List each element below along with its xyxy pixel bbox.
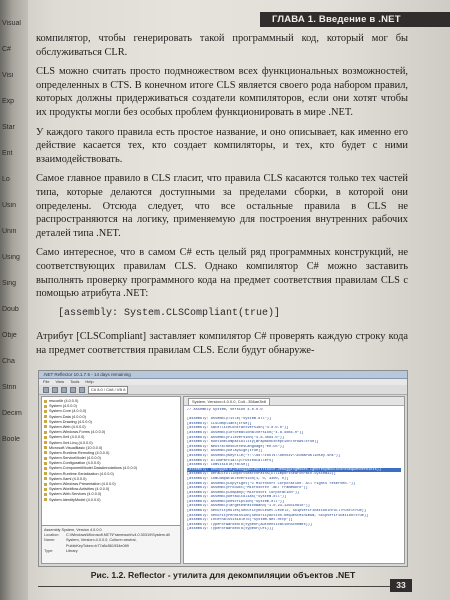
info-value: C:\Windows\Microsoft.NET\Framework\v4.0.30319\System.dll: [66, 533, 170, 538]
code-line: [assembly: AssemblyInformationalVersion("4.8.4084.0")]: [187, 430, 304, 435]
chapter-header: ГЛАВА 1. Введение в .NET: [260, 12, 450, 27]
edge-index-word: Obje: [2, 332, 17, 339]
tree-item-label: System.IdentityModel (4.0.0.0): [49, 497, 101, 502]
paragraph: У каждого такого правила есть простое название, и оно описывает, как именно его действие касается тех, кто создает компиляторы, и тех, кто будет с ними взаимодействовать.: [36, 126, 408, 165]
tab-system-assembly[interactable]: System, Version=4.0.0.0, Cult...356ae3b8: [188, 398, 270, 405]
edge-index-word: Usin: [2, 202, 17, 209]
code-line: [assembly: NeutralResourcesLanguage("en-US")]: [187, 444, 285, 449]
edge-index-word: Using: [2, 254, 20, 261]
assembly-icon: [44, 410, 47, 413]
code-line: [assembly: TypeForwardedTo(typeof(AuthenticationSchemes))]: [187, 522, 313, 527]
info-key: Location:: [44, 533, 60, 538]
body-text: [36, 32, 408, 363]
edge-index-word: Strin: [2, 384, 17, 391]
info-value: System, Version=4.0.0.0, Culture=neutral,: [66, 538, 137, 543]
code-line: [assembly: ComCompatibleVersion(1, 0, 3300, 0)]: [187, 476, 289, 481]
edge-index-word: Boole: [2, 436, 20, 443]
code-view: [184, 406, 404, 534]
menu-item-help[interactable]: Help: [85, 379, 94, 384]
code-line: [assembly: ComVisible(false)]: [187, 463, 250, 468]
tree-item-label: mscorlib (4.0.0.0): [49, 399, 79, 403]
assembly-icon: [44, 425, 47, 428]
tree-item-label: System.ServiceModel (4.0.0.0): [49, 456, 101, 461]
assembly-icon: [44, 400, 47, 403]
edge-index-word: Lo: [2, 176, 10, 183]
tree-item-label: System.Runtime.Remoting (4.0.0.0): [49, 450, 110, 455]
assembly-icon: [44, 420, 47, 423]
code-line: [assembly: Debuggable(DebuggableAttribute.DebuggingModes.IgnoreSymbolStoreSequencePoints)]: [187, 468, 401, 473]
code-line: [assembly: AssemblyProduct("Microsoft® .NET Framework")]: [187, 486, 308, 491]
edge-index-word: Decim: [2, 410, 22, 417]
assembly-icon: [44, 462, 47, 465]
footer-rule: [38, 586, 390, 587]
code-line: [assembly: AssemblyCopyright("© Microsoft Corporation. All rights reserved.")]: [187, 481, 356, 486]
reflector-screenshot: [38, 370, 408, 567]
tree-item-label: System.Xml.Linq (4.0.0.0): [49, 440, 93, 445]
assembly-browser: [41, 396, 181, 564]
code-line: [assembly: AssemblyDelaySign(true)]: [187, 449, 263, 454]
assembly-icon: [44, 467, 47, 470]
assembly-icon: [44, 472, 47, 475]
paragraph: Атрибут [CLSCompliant] заставляет компилятор C# проверять каждую строку кода на предмет соответствия правилам CLS. Если будут обнаруже-: [36, 331, 408, 356]
assembly-icon: [44, 483, 47, 486]
tree-item-label: System.Runtime.Serialization (4.0.0.0): [49, 471, 114, 476]
info-row: [44, 549, 178, 554]
refresh-button[interactable]: [70, 387, 76, 393]
info-title-text: Assembly System, Version 4.0.0.0: [44, 528, 102, 532]
code-line: [assembly: InternalsVisibleTo("System.Net.Http")]: [187, 518, 293, 523]
back-button[interactable]: [43, 387, 49, 393]
assembly-icon: [44, 431, 47, 434]
code-line: [assembly: AssemblyDescription("System.dll")]: [187, 499, 285, 504]
edge-index-word: Exp: [2, 98, 15, 105]
edge-index-word: Sing: [2, 280, 17, 287]
info-key: Type:: [44, 548, 54, 553]
code-line: [assembly: AssemblyKeyFile("f:\\dd\\tools\\devdiv\\EcmaPublicKey.snk")]: [187, 453, 341, 458]
info-value: PublicKeyToken=b77a5c561934e089: [66, 543, 129, 548]
open-button[interactable]: [61, 387, 67, 393]
code-line: [assembly: SatelliteContractVersion("4.0.0.0")]: [187, 426, 289, 431]
tree-item-label: System.Xaml (4.0.0.0): [49, 476, 87, 481]
code-line: [assembly: TypeForwardedTo(typeof(Uri))]: [187, 527, 274, 532]
tree-item-label: System.ComponentModel.DataAnnotations (4.0.0.0): [49, 466, 138, 471]
search-button[interactable]: [79, 387, 85, 393]
assembly-icon: [44, 488, 47, 491]
toolbar: [39, 385, 407, 395]
code-line: [assembly: SecurityPermission(SecurityAction.RequestMinimum, SkipVerification=true)]: [187, 513, 369, 518]
tree-item-label: System.Data (4.0.0.0): [49, 414, 86, 419]
tree-item-label: System.Xml (4.0.0.0): [49, 435, 85, 440]
figure-caption: Рис. 1.2. Reflector - утилита для декомпиляции объектов .NET: [90, 570, 356, 580]
paragraph: компилятор, чтобы генерировать такой программный код, который мог бы обслуживаться CLR.: [36, 33, 408, 58]
paragraph: CLS можно считать просто подмножеством всех функциональных возможностей, определенных в CTS. В конечном итоге CLS является своего рода набором правил, которых должны придерживаться создатели компиляторов, если они хотят чтобы их продукты могли без особых проблем функционировать в мире .NET.: [36, 66, 408, 118]
tree-item-label: System.Windows.Forms (4.0.0.0): [49, 430, 106, 435]
assembly-icon: [44, 493, 47, 496]
code-line: [assembly: SecurityRules(SecurityRuleSet.Level2, SkipVerificationInFullTrust=true)]: [187, 509, 366, 514]
menu-item-file[interactable]: File: [43, 379, 50, 384]
tree-item-label: System.Workflow.Activities (4.0.0.0): [49, 487, 110, 492]
menu-item-tools[interactable]: Tools: [70, 379, 80, 384]
code-line: [assembly: AssemblyTitle("System.dll")]: [187, 417, 272, 422]
tree-item-label: System (4.0.0.0): [49, 404, 77, 409]
tree-item-label: Microsoft.VisualBasic (10.0.0.0): [49, 445, 103, 450]
edge-index-word: Star: [2, 124, 15, 131]
forward-button[interactable]: [52, 387, 58, 393]
tree-item-label: System.Core (4.0.0.0): [49, 409, 87, 414]
code-line: [assembly: RuntimeCompatibility(WrapNonExceptionThrows=true)]: [187, 440, 319, 445]
info-value: Library: [66, 548, 78, 553]
menu-item-view[interactable]: View: [55, 379, 65, 384]
page-number: 33: [390, 579, 412, 592]
paragraph: Самое главное правило в CLS гласит, что правила CLS касаются только тех частей типа, которые делаются доступными за пределами сборки, в которой они определены. Отсюда следует, что все остальные правила в CLS не распространяются на логику, применяемую для построения внутренних рабочих деталей типа .NET.: [36, 173, 408, 239]
edge-index-word: Ent: [2, 150, 13, 157]
tree-item-label: System.Windows.Presentation (4.0.0.0): [49, 482, 116, 486]
edge-index-word: Visi: [2, 72, 14, 79]
tree-item-label: System.Drawing (4.0.0.0): [49, 419, 92, 424]
assembly-icon: [44, 415, 47, 418]
tree-item-label: System.Configuration (4.0.0.0): [49, 461, 101, 466]
code-snippet: [assembly: System.CLSCompliant(true)]: [58, 307, 281, 319]
language-select[interactable]: C# 8.0 / C#8 / VB 8: [88, 386, 128, 394]
code-line: [assembly: AssemblyTargetedPatchBand("1.0.23-126510810")]: [187, 504, 310, 509]
assembly-icon: [44, 477, 47, 480]
window-title: .NET Reflector 10.1.7.5 - 14 days remaining: [39, 371, 407, 379]
paragraph: Само интересное, что в самом C# есть целый ряд программных конструкций, не соответствующих правилам CLS. Однако компилятор C# можно заставить выполнять проверку программного кода на предмет соответствия правилам CLS с помощью атрибута .NET:: [36, 247, 408, 300]
assembly-icon: [44, 451, 47, 454]
code-line: [assembly: AssemblyDefaultAlias("System.dll")]: [187, 495, 287, 500]
disassembler-pane: [183, 396, 405, 564]
edge-index-word: C#: [2, 46, 11, 53]
code-line: [assembly: DefaultDllImportSearchPaths(DllImportSearchPath.System32)]: [187, 472, 336, 477]
tree-item-label: System.Web.Services (4.0.0.0): [49, 492, 102, 497]
tree-item[interactable]: [44, 498, 178, 503]
assembly-icon: [44, 457, 47, 460]
assembly-icon: [44, 498, 47, 501]
assembly-icon: [44, 446, 47, 449]
code-line: [assembly: AssemblyFileVersion("4.8.4084.0")]: [187, 435, 285, 440]
edge-index-word: Visual: [2, 20, 21, 27]
assembly-info: [42, 525, 180, 563]
tree-item-label: System.Web (4.0.0.0): [49, 424, 86, 429]
assembly-icon: [44, 441, 47, 444]
code-line: [assembly: AssemblyCompany("Microsoft Corporation")]: [187, 490, 300, 495]
code-line: [assembly: AllowPartiallyTrustedCallers]: [187, 458, 274, 463]
edge-index-word: Cha: [2, 358, 15, 365]
edge-index-word: Unin: [2, 228, 17, 235]
info-key: Name:: [44, 538, 56, 543]
code-line: // Assembly System, Version 4.0.0.0: [187, 408, 263, 412]
edge-index-word: Doub: [2, 306, 19, 313]
assembly-icon: [44, 405, 47, 408]
tab-strip: [184, 397, 404, 406]
page-edge-thumb-index: [0, 0, 28, 600]
assembly-tree: [42, 397, 180, 503]
panes: [41, 396, 405, 564]
assembly-icon: [44, 436, 47, 439]
code-line: [assembly: CLSCompliant(true)]: [187, 421, 252, 426]
